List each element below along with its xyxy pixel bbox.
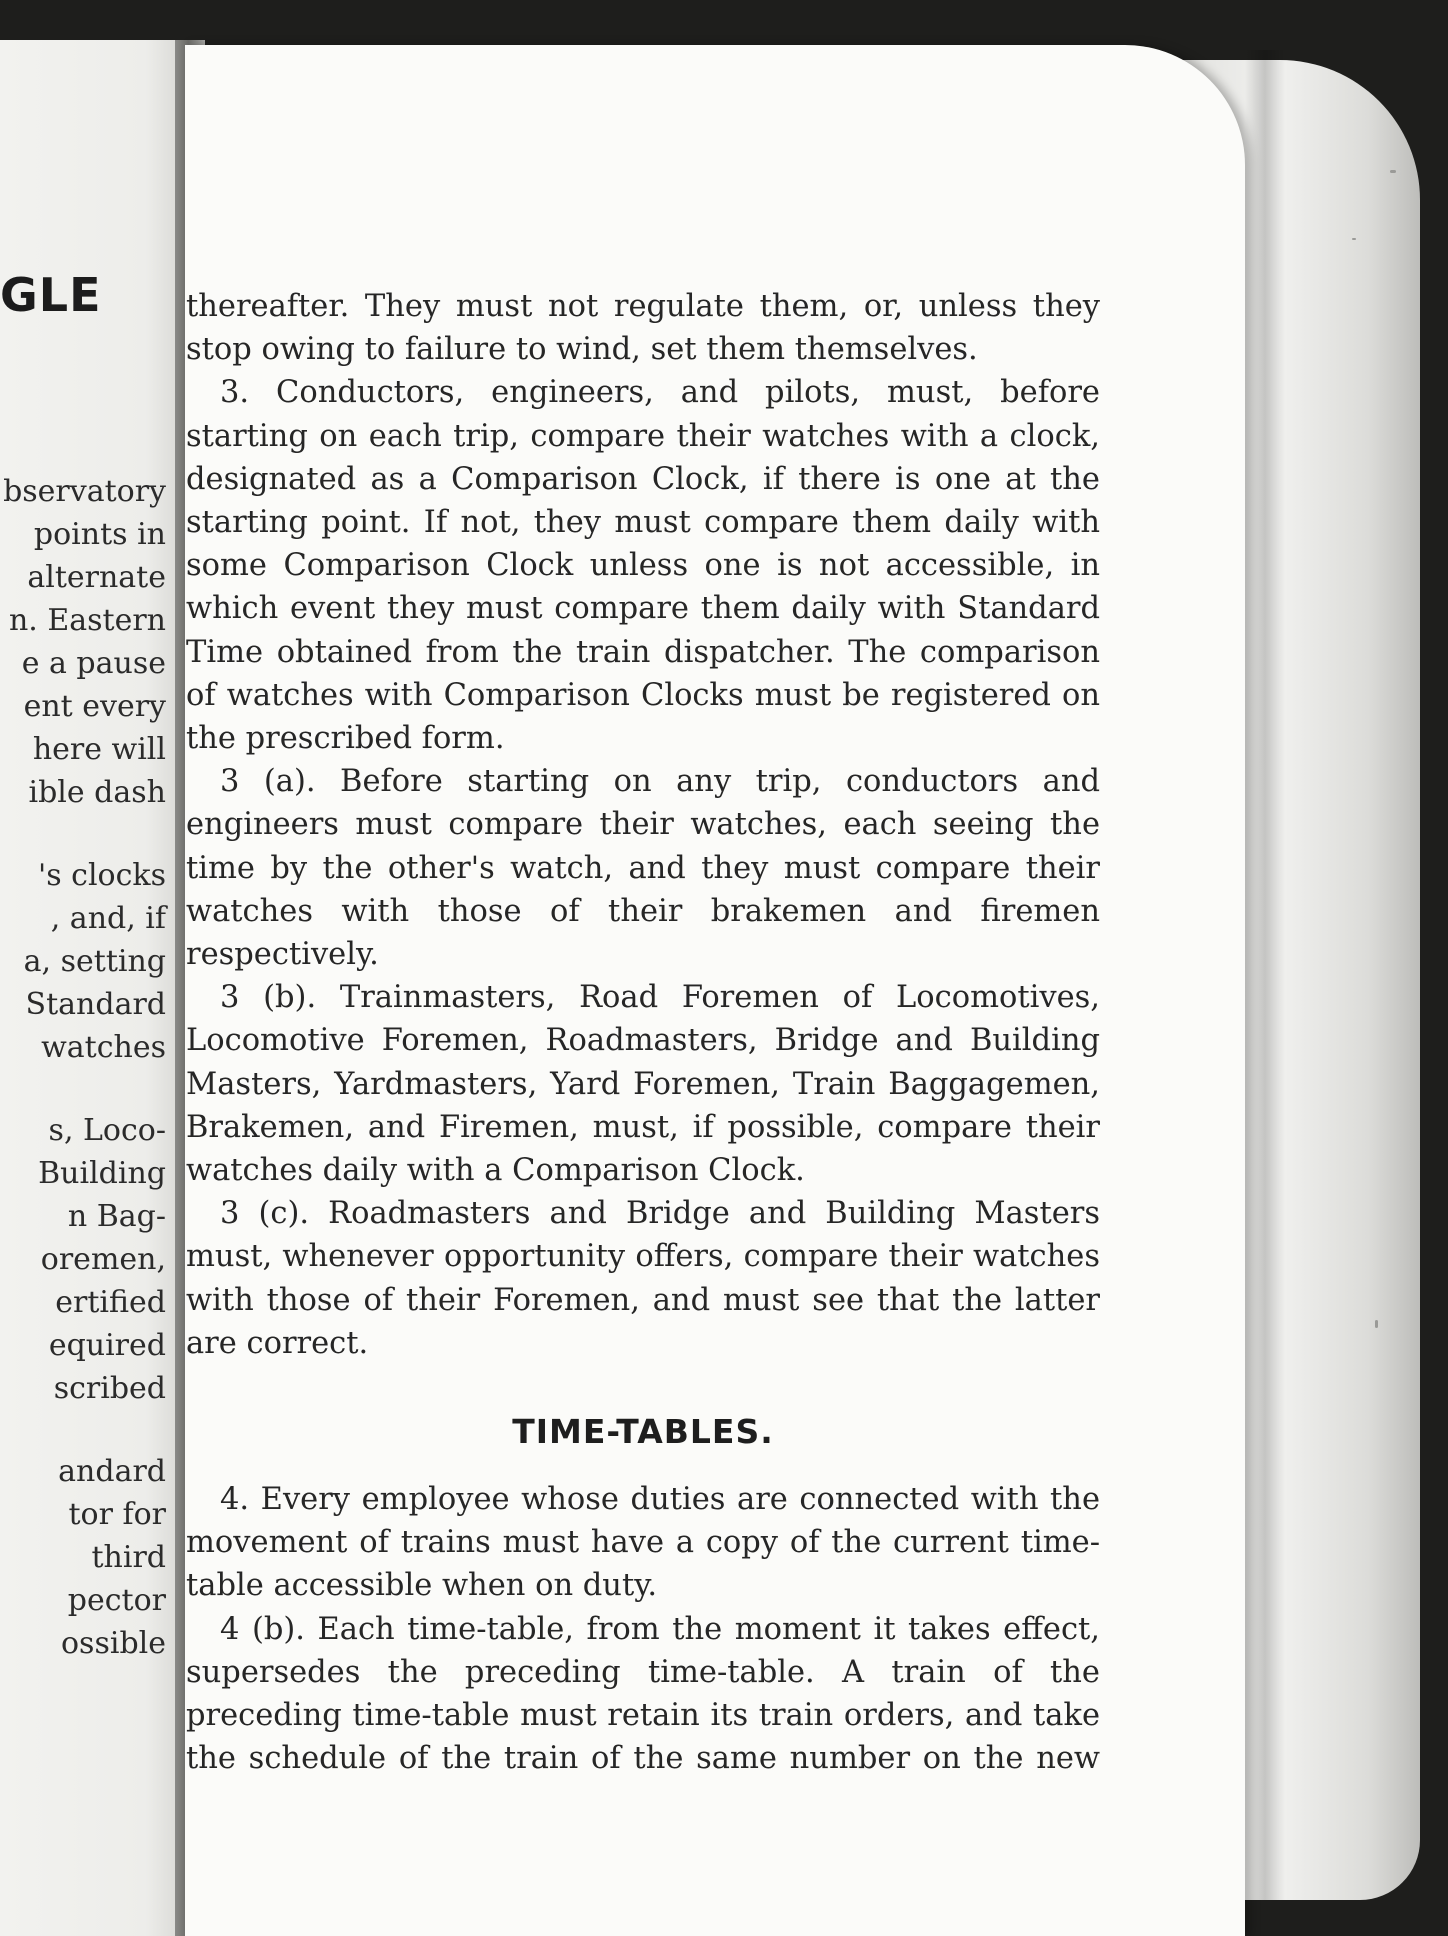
left-page-line: andard — [58, 1454, 166, 1489]
left-page-line: here will — [32, 732, 166, 767]
left-page-line: Standard — [25, 987, 166, 1022]
left-page-line: n Bag- — [67, 1199, 166, 1234]
left-page — [0, 40, 182, 1936]
left-page-line: oremen, — [40, 1242, 166, 1277]
section-body — [186, 1478, 1100, 1780]
left-page-line: ible dash — [28, 775, 166, 810]
left-page-line: tor for — [68, 1497, 166, 1532]
left-page-line: third — [91, 1540, 166, 1575]
left-page-line: watches — [41, 1030, 166, 1065]
paragraph: 3 (a). Before starting on any trip, conductors and engineers must compare their watches, each seeing the time by the other's watch, and they must compare their watches with those of their brakemen and firemen respectively. — [186, 764, 1100, 973]
paragraph: 3 (c). Roadmasters and Bridge and Building Masters must, whenever opportunity offers, compare their watches with those of their Foremen, and must see that the latter are correct. — [186, 1196, 1100, 1361]
paper-speck — [1352, 238, 1356, 240]
section-title: TIME-TABLES. — [512, 1412, 774, 1451]
paragraph: thereafter. They must not regulate them, or, unless they stop owing to failure to wind, set them themselves. — [186, 289, 1100, 368]
paragraph: 3. Conductors, engineers, and pilots, must, before starting on each trip, compare their watches with a clock, designated as a Comparison Clock, if there is one at the starting point. If not, they must compare them daily with some Comparison Clock unless one is not accessible, in which event they must compare them daily with Standard Time obtained from the train dispatcher. The comparison of watches with Comparison Clocks must be registered on the prescribed form. — [186, 375, 1100, 757]
left-page-text — [0, 470, 166, 1665]
left-page-heading: GLE — [0, 268, 102, 322]
paragraph: 3 (b). Trainmasters, Road Foremen of Locomotives, Locomotive Foremen, Roadmasters, Bridge and Building Masters, Yardmasters, Yard Foremen, Train Baggagemen, Brakemen, and Firemen, must, if possible, compare their watches daily with a Comparison Clock. — [186, 980, 1100, 1189]
left-page-line: ertified — [55, 1285, 166, 1320]
paragraph: 4 (b). Each time-table, from the moment it takes effect, supersedes the preceding time-table. A train of the preceding time-table must retain its train orders, and take the schedule of the train of the same number on the new — [186, 1611, 1100, 1777]
left-page-line: n. Eastern — [8, 603, 166, 638]
paragraph: 4. Every employee whose duties are connected with the movement of trains must have a copy of the current time-table accessible when on duty. — [186, 1482, 1100, 1604]
left-page-gap — [0, 814, 166, 854]
left-page-line: points in — [33, 517, 166, 552]
paper-speck — [1375, 1320, 1378, 1328]
left-page-line: equired — [48, 1328, 166, 1363]
left-page-line: a, setting — [23, 944, 166, 979]
left-page-line: scribed — [53, 1371, 166, 1406]
left-page-line: Building — [38, 1156, 166, 1191]
left-page-line: e a pause — [21, 646, 166, 681]
left-page-line: ent every — [23, 689, 166, 724]
right-page-body — [186, 285, 1100, 1365]
left-page-line: pector — [67, 1583, 166, 1618]
left-page-line: , and, if — [50, 901, 166, 936]
left-page-line: s, Loco- — [48, 1113, 166, 1148]
page-edge-shadow — [1245, 50, 1285, 1900]
left-page-gap — [0, 1069, 166, 1109]
left-page-gap — [0, 1410, 166, 1450]
left-page-line: alternate — [27, 560, 166, 595]
left-page-line: ossible — [61, 1626, 166, 1661]
paper-speck — [1390, 170, 1396, 173]
left-page-line: bservatory — [3, 474, 166, 509]
left-page-line: 's clocks — [37, 858, 166, 893]
